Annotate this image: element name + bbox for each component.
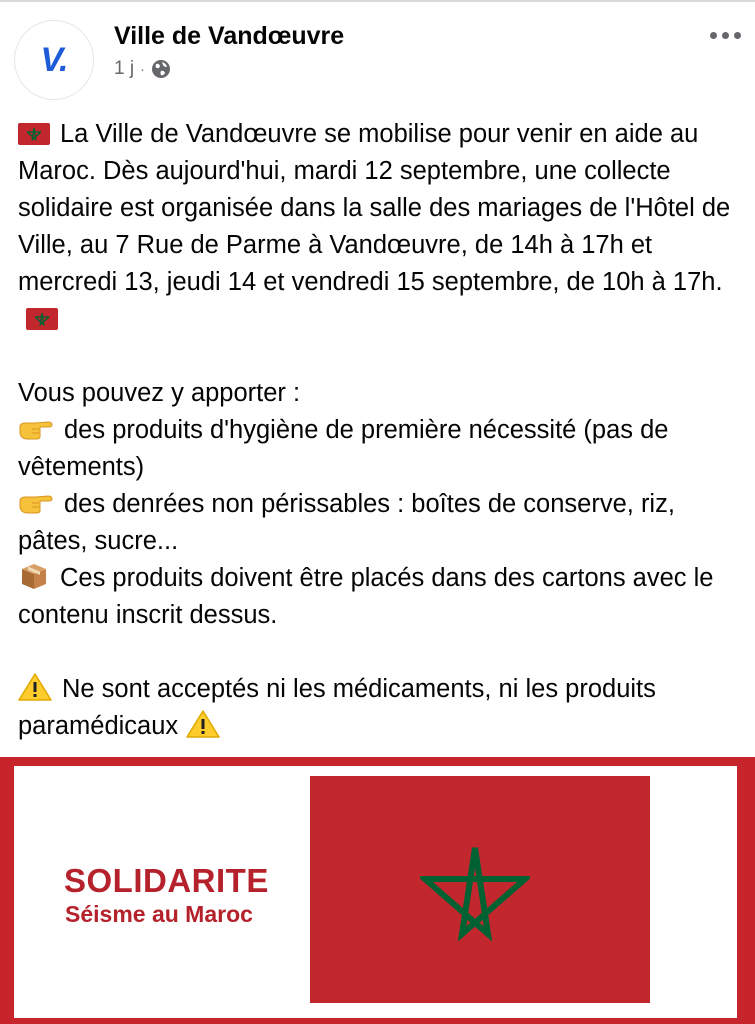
cartons-text: Ces produits doivent être placés dans des cartons avec le contenu inscrit dessus. <box>18 564 714 629</box>
post-meta <box>114 58 171 80</box>
avatar-logo-text: V. <box>40 40 68 79</box>
morocco-flag-icon <box>26 308 58 330</box>
warning-text: Ne sont acceptés ni les médicaments, ni les produits paramédicaux <box>18 675 656 740</box>
package-icon <box>18 561 50 591</box>
page-avatar[interactable] <box>14 20 94 100</box>
warning-icon <box>186 709 220 739</box>
image-title: SOLIDARITE <box>64 862 269 899</box>
image-subtitle: Séisme au Maroc <box>65 901 253 927</box>
green-star-icon <box>420 842 530 942</box>
list-item-cartons <box>18 560 743 634</box>
food-text: des denrées non périssables : boîtes de conserve, riz, pâtes, sucre... <box>18 490 675 555</box>
bring-intro: Vous pouvez y apporter : <box>18 379 301 407</box>
announcement-text: La Ville de Vandœuvre se mobilise pour venir en aide au Maroc. Dès aujourd'hui, mardi 12 septembre, une collecte solidaire est organisée dans la salle des mariages de l'Hôtel de Ville, au 7 Rue de Parme à Vandœuvre, de 14h à 17h et mercredi 13, jeudi 14 et vendredi 15 septembre, de 10h à 17h. <box>18 120 731 296</box>
hygiene-text: des produits d'hygiène de première nécessité (pas de vêtements) <box>18 416 669 481</box>
list-item-food <box>18 486 743 560</box>
warning-icon <box>18 672 52 702</box>
pointing-hand-icon <box>18 491 54 515</box>
top-divider <box>0 0 755 2</box>
post-time[interactable]: 1 j <box>114 58 135 79</box>
post-paragraph-announcement <box>18 116 743 338</box>
list-item-hygiene <box>18 412 743 486</box>
warning-paragraph <box>18 671 743 745</box>
more-horizontal-icon[interactable] <box>710 32 741 39</box>
morocco-flag-icon <box>18 123 50 145</box>
post-image-card <box>14 766 737 1018</box>
post-image[interactable] <box>0 757 755 1024</box>
post-body <box>18 116 743 745</box>
meta-separator: · <box>140 61 145 77</box>
globe-icon <box>151 59 171 79</box>
morocco-flag <box>310 776 650 1003</box>
pointing-hand-icon <box>18 417 54 441</box>
page-name-link[interactable]: Ville de Vandœuvre <box>114 22 345 50</box>
